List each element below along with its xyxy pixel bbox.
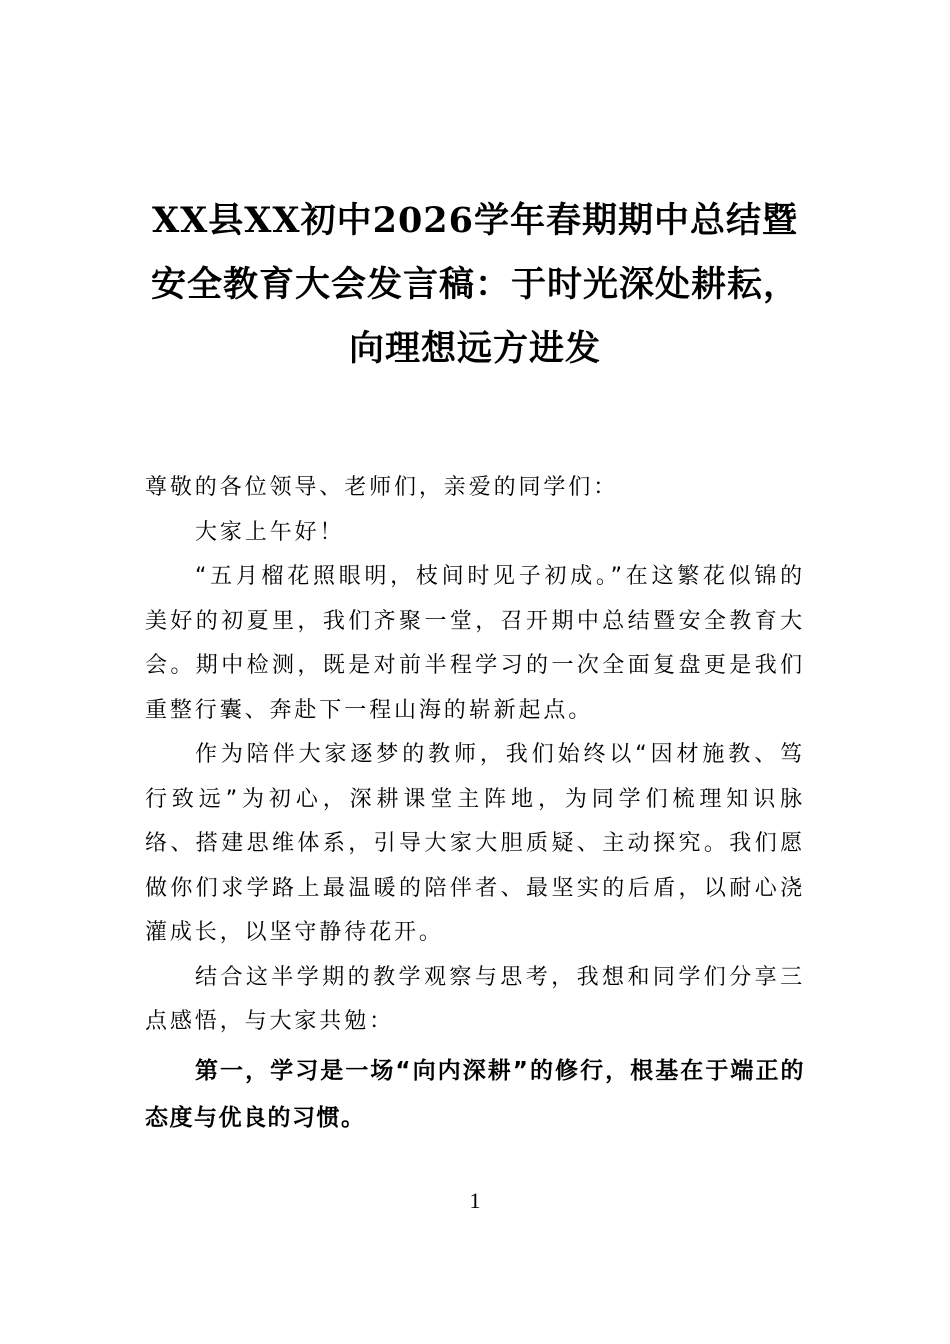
title-line-3: 向理想远方进发	[348, 328, 601, 369]
paragraph-1: “五月榴花照眼明，枝间时见子初成。”在这繁花似锦的美好的初夏里，我们齐聚一堂，召开期中总结暨安全教育大会。期中检测，既是对前半程学习的一次全面复盘更是我们重整行囊、奔赴下一程山海的崭新起点。	[145, 564, 805, 723]
document-body	[145, 466, 805, 1142]
page-number: 1	[469, 1188, 481, 1213]
document-title	[120, 189, 830, 381]
title-line-2: 安全教育大会发言稿：于时光深处耕耘，	[150, 264, 799, 305]
point-one-heading: 第一，学习是一场“向内深耕”的修行，根基在于端正的态度与优良的习惯。	[145, 1057, 805, 1131]
paragraph-2: 作为陪伴大家逐梦的教师，我们始终以“因材施教、笃行致远”为初心，深耕课堂主阵地，为同学们梳理知识脉络、搭建思维体系，引导大家大胆质疑、主动探究。我们愿做你们求学路上最温暖的陪伴者、最坚实的后盾，以耐心浇灌成长，以坚守静待花开。	[145, 742, 805, 945]
paragraph-3: 结合这半学期的教学观察与思考，我想和同学们分享三点感悟，与大家共勉：	[145, 964, 805, 1034]
title-line-1: XX县XX初中2026学年春期期中总结暨	[151, 200, 799, 241]
greeting: 大家上午好！	[195, 519, 345, 545]
salutation: 尊敬的各位领导、老师们，亲爱的同学们：	[145, 475, 619, 500]
